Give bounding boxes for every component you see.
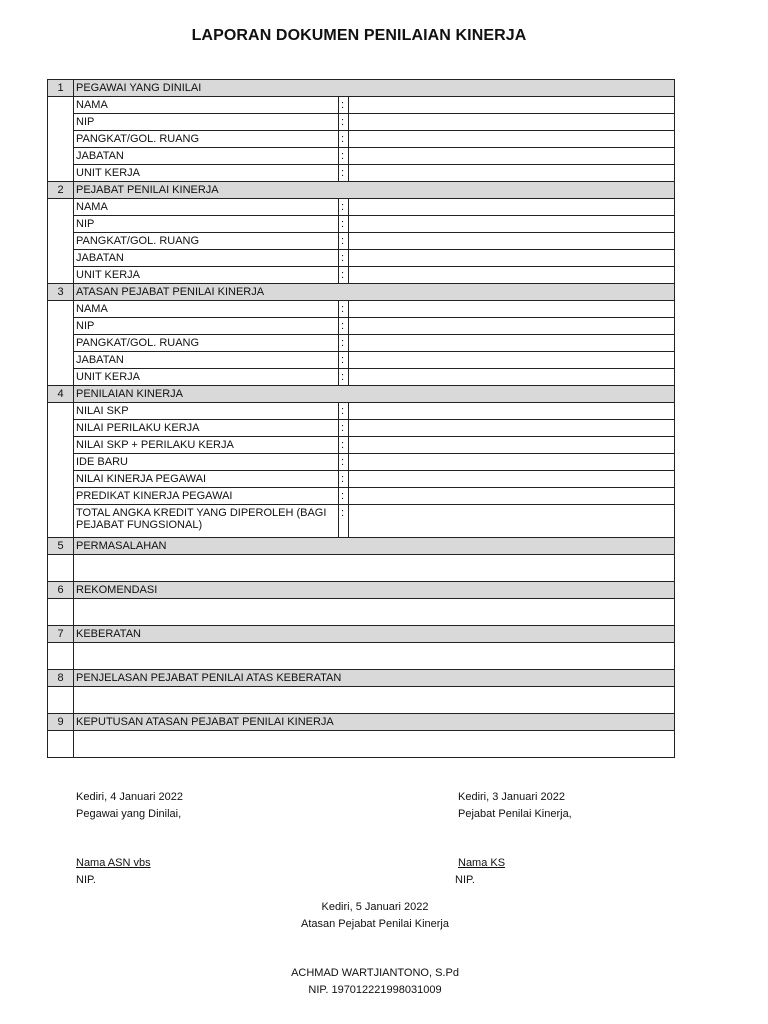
signature-name: Nama KS [458,857,506,869]
field-label: NAMA [74,199,339,216]
field-row [48,233,675,250]
field-row [48,335,675,352]
field-value[interactable] [349,420,675,437]
field-value[interactable] [349,250,675,267]
section-header-row [48,80,675,97]
section-header-row [48,626,675,643]
field-value[interactable] [349,318,675,335]
field-colon: : [339,267,349,284]
number-column-spacer [48,731,74,758]
field-value[interactable] [349,97,675,114]
number-column-spacer [48,301,74,386]
field-label: PANGKAT/GOL. RUANG [74,233,339,250]
signature-date: Kediri, 4 Januari 2022 [76,791,184,803]
field-label: UNIT KERJA [74,165,339,182]
field-row [48,352,675,369]
field-value[interactable] [349,114,675,131]
field-label: TOTAL ANGKA KREDIT YANG DIPEROLEH (BAGI PEJABAT FUNGSIONAL) [74,505,339,538]
field-label: NILAI SKP [74,403,339,420]
field-colon: : [339,369,349,386]
field-colon: : [339,505,349,538]
field-value[interactable] [349,369,675,386]
field-row [48,403,675,420]
field-row [48,454,675,471]
signature-nip: NIP. [455,874,475,886]
field-value[interactable] [349,216,675,233]
blank-entry-row [48,599,675,626]
number-column-spacer [48,199,74,284]
field-value[interactable] [349,403,675,420]
section-heading: PENJELASAN PEJABAT PENILAI ATAS KEBERATAN [74,670,675,687]
field-value[interactable] [349,148,675,165]
section-header-row [48,538,675,555]
section-content-area[interactable] [74,687,675,714]
field-value[interactable] [349,488,675,505]
field-row [48,165,675,182]
field-colon: : [339,403,349,420]
field-row [48,148,675,165]
section-content-area[interactable] [74,555,675,582]
section-number: 9 [48,714,74,731]
field-colon: : [339,131,349,148]
signature-block-assessor [455,789,572,889]
field-colon: : [339,216,349,233]
field-row [48,267,675,284]
field-colon: : [339,318,349,335]
field-row [48,97,675,114]
field-row [48,301,675,318]
section-number: 1 [48,80,74,97]
field-value[interactable] [349,471,675,488]
section-number: 2 [48,182,74,199]
field-row [48,318,675,335]
section-number: 4 [48,386,74,403]
field-row [48,420,675,437]
signature-date: Kediri, 3 Januari 2022 [458,791,566,803]
field-row [48,505,675,538]
field-label: JABATAN [74,352,339,369]
section-number: 6 [48,582,74,599]
section-heading: PEJABAT PENILAI KINERJA [74,182,675,199]
field-value[interactable] [349,267,675,284]
section-header-row [48,284,675,301]
field-label: NIP [74,318,339,335]
field-value[interactable] [349,233,675,250]
signature-name: ACHMAD WARTJIANTONO, S.Pd [291,967,459,979]
field-label: NIP [74,114,339,131]
signature-block-employee [76,789,183,889]
field-label: JABATAN [74,148,339,165]
blank-entry-row [48,643,675,670]
field-value[interactable] [349,454,675,471]
field-label: PREDIKAT KINERJA PEGAWAI [74,488,339,505]
signature-nip: NIP. [76,874,96,886]
field-label: NIP [74,216,339,233]
section-number: 5 [48,538,74,555]
section-header-row [48,182,675,199]
section-heading: PEGAWAI YANG DINILAI [74,80,675,97]
field-colon: : [339,97,349,114]
field-value[interactable] [349,352,675,369]
field-value[interactable] [349,199,675,216]
field-colon: : [339,233,349,250]
field-colon: : [339,352,349,369]
field-label: NAMA [74,301,339,318]
signature-role: Atasan Pejabat Penilai Kinerja [301,918,449,930]
field-value[interactable] [349,131,675,148]
field-row [48,250,675,267]
signature-role: Pegawai yang Dinilai, [76,808,182,820]
field-value[interactable] [349,335,675,352]
section-number: 8 [48,670,74,687]
field-colon: : [339,488,349,505]
signature-block-superior [250,899,500,999]
field-value[interactable] [349,165,675,182]
blank-entry-row [48,555,675,582]
section-heading: PENILAIAN KINERJA [74,386,675,403]
field-label: NILAI SKP + PERILAKU KERJA [74,437,339,454]
section-content-area[interactable] [74,643,675,670]
section-header-row [48,386,675,403]
field-label: PANGKAT/GOL. RUANG [74,131,339,148]
field-label: NAMA [74,97,339,114]
number-column-spacer [48,643,74,670]
section-heading: KEPUTUSAN ATASAN PEJABAT PENILAI KINERJA [74,714,675,731]
field-colon: : [339,471,349,488]
assessment-table [47,79,675,758]
section-number: 7 [48,626,74,643]
field-colon: : [339,420,349,437]
section-heading: PERMASALAHAN [74,538,675,555]
field-row [48,199,675,216]
field-row [48,216,675,233]
signature-date: Kediri, 5 Januari 2022 [321,901,429,913]
field-colon: : [339,301,349,318]
field-colon: : [339,250,349,267]
blank-entry-row [48,687,675,714]
field-colon: : [339,165,349,182]
signature-nip: NIP. 197012221998031009 [308,984,442,996]
section-heading: REKOMENDASI [74,582,675,599]
field-label: IDE BARU [74,454,339,471]
field-label: PANGKAT/GOL. RUANG [74,335,339,352]
section-header-row [48,582,675,599]
section-header-row [48,670,675,687]
number-column-spacer [48,555,74,582]
field-label: NILAI PERILAKU KERJA [74,420,339,437]
signature-name: Nama ASN vbs [76,857,151,869]
section-number: 3 [48,284,74,301]
field-label: JABATAN [74,250,339,267]
field-row [48,437,675,454]
signature-role: Pejabat Penilai Kinerja, [458,808,572,820]
blank-entry-row [48,731,675,758]
field-row [48,131,675,148]
number-column-spacer [48,599,74,626]
field-value[interactable] [349,505,675,538]
field-colon: : [339,148,349,165]
field-value[interactable] [349,437,675,454]
number-column-spacer [48,687,74,714]
number-column-spacer [48,97,74,182]
field-row [48,369,675,386]
section-content-area[interactable] [74,599,675,626]
section-content-area[interactable] [74,731,675,758]
section-heading: KEBERATAN [74,626,675,643]
field-colon: : [339,454,349,471]
field-colon: : [339,114,349,131]
field-colon: : [339,335,349,352]
number-column-spacer [48,403,74,538]
field-label: NILAI KINERJA PEGAWAI [74,471,339,488]
field-colon: : [339,437,349,454]
page-title: LAPORAN DOKUMEN PENILAIAN KINERJA [191,27,527,44]
field-label: UNIT KERJA [74,369,339,386]
field-value[interactable] [349,301,675,318]
section-heading: ATASAN PEJABAT PENILAI KINERJA [74,284,675,301]
field-row [48,488,675,505]
field-row [48,471,675,488]
section-header-row [48,714,675,731]
field-label: UNIT KERJA [74,267,339,284]
field-row [48,114,675,131]
field-colon: : [339,199,349,216]
